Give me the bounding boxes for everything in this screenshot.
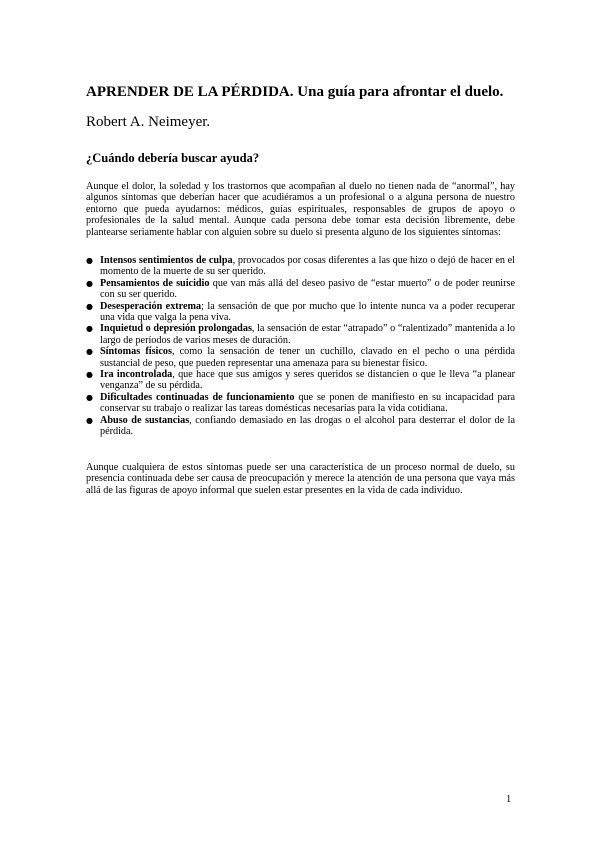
bullet-icon: ● bbox=[86, 301, 93, 311]
symptom-item bbox=[86, 323, 515, 346]
symptom-description: ; la sensación de que por mucho que lo intente nunca va a poder recuperar una vida que valga la pena viva. bbox=[100, 300, 515, 324]
bullet-icon: ● bbox=[86, 324, 93, 334]
symptom-term: Desesperación extrema bbox=[100, 300, 202, 312]
symptom-description: , provocados por cosas diferentes a las que hizo o dejó de hacer en el momento de la muerte de su ser querido. bbox=[100, 255, 515, 278]
symptom-description: , como la sensación de tener un cuchillo, clavado en el pecho o una pérdida sustancial de peso, que pueden representar una amenaza para su bienestar físico. bbox=[100, 346, 516, 369]
section-heading: ¿Cuándo debería buscar ayuda? bbox=[86, 151, 260, 165]
symptom-item bbox=[86, 255, 515, 278]
symptom-item bbox=[86, 369, 515, 392]
document-title: APRENDER DE LA PÉRDIDA. Una guía para afrontar el duelo. bbox=[86, 84, 504, 100]
bullet-icon: ● bbox=[86, 256, 93, 265]
symptom-description: , confiando demasiado en las drogas o el alcohol para desterrar el dolor de la pérdida. bbox=[100, 414, 516, 438]
symptom-item bbox=[86, 278, 515, 301]
symptom-term: Intensos sentimientos de culpa bbox=[100, 255, 233, 266]
bullet-icon: ● bbox=[86, 392, 93, 402]
symptom-term: Pensamientos de suicidio bbox=[100, 277, 210, 289]
page-number: 1 bbox=[506, 794, 512, 805]
symptom-term: Dificultades continuadas de funcionamiento bbox=[100, 391, 295, 403]
symptom-list bbox=[86, 255, 515, 438]
symptom-term: Síntomas físicos bbox=[100, 346, 172, 358]
symptom-term: Ira incontrolada bbox=[100, 369, 173, 381]
symptom-item bbox=[86, 346, 515, 369]
bullet-icon: ● bbox=[86, 370, 93, 380]
bullet-icon: ● bbox=[86, 415, 93, 425]
symptom-item bbox=[86, 392, 515, 415]
document-author: Robert A. Neimeyer. bbox=[86, 114, 211, 130]
symptom-description: que van más allá del deseo pasivo de “estar muerto” o de poder reunirse con su ser querido. bbox=[100, 277, 515, 301]
symptom-description: que se ponen de manifiesto en su incapacidad para conservar su trabajo o realizar las tareas domésticas necesarias para la vida cotidiana. bbox=[100, 391, 516, 415]
bullet-icon: ● bbox=[86, 278, 93, 288]
symptom-item bbox=[86, 301, 515, 324]
symptom-term: Inquietud o depresión prolongadas bbox=[100, 323, 252, 335]
bullet-icon: ● bbox=[86, 347, 93, 357]
symptom-item bbox=[86, 415, 515, 438]
intro-paragraph: Aunque el dolor, la soledad y los trastornos que acompañan al duelo no tienen nada de “anormal”, hay algunos síntomas que deberían hacer que acudiéramos a un profesional o a alguna persona de nuestro entorno que pueda ayudarnos: médicos, guías espirituales, responsables de grupos de apoyo o profesionales de la salud mental. Aunque cada persona debe tomar esta decisión libremente, debe plantearse seriamente hablar con alguien sobre su duelo si presenta alguno de los siguientes síntomas: bbox=[86, 181, 515, 238]
closing-paragraph: Aunque cualquiera de estos síntomas puede ser una característica de un proceso normal de duelo, su presencia continuada debe ser causa de preocupación y merece la atención de una persona que vaya más allá de las figuras de apoyo informal que suelen estar presentes en la vida de cada individuo. bbox=[86, 462, 515, 496]
symptom-term: Abuso de sustancias bbox=[100, 414, 190, 426]
symptom-description: , la sensación de estar “atrapado” o “ralentizado” mantenida a lo largo de períodos de varios meses de duración. bbox=[100, 323, 515, 346]
symptom-description: , que hace que sus amigos y seres queridos se distancien o que le lleva “a planear venganza” de su pérdida. bbox=[100, 369, 515, 392]
